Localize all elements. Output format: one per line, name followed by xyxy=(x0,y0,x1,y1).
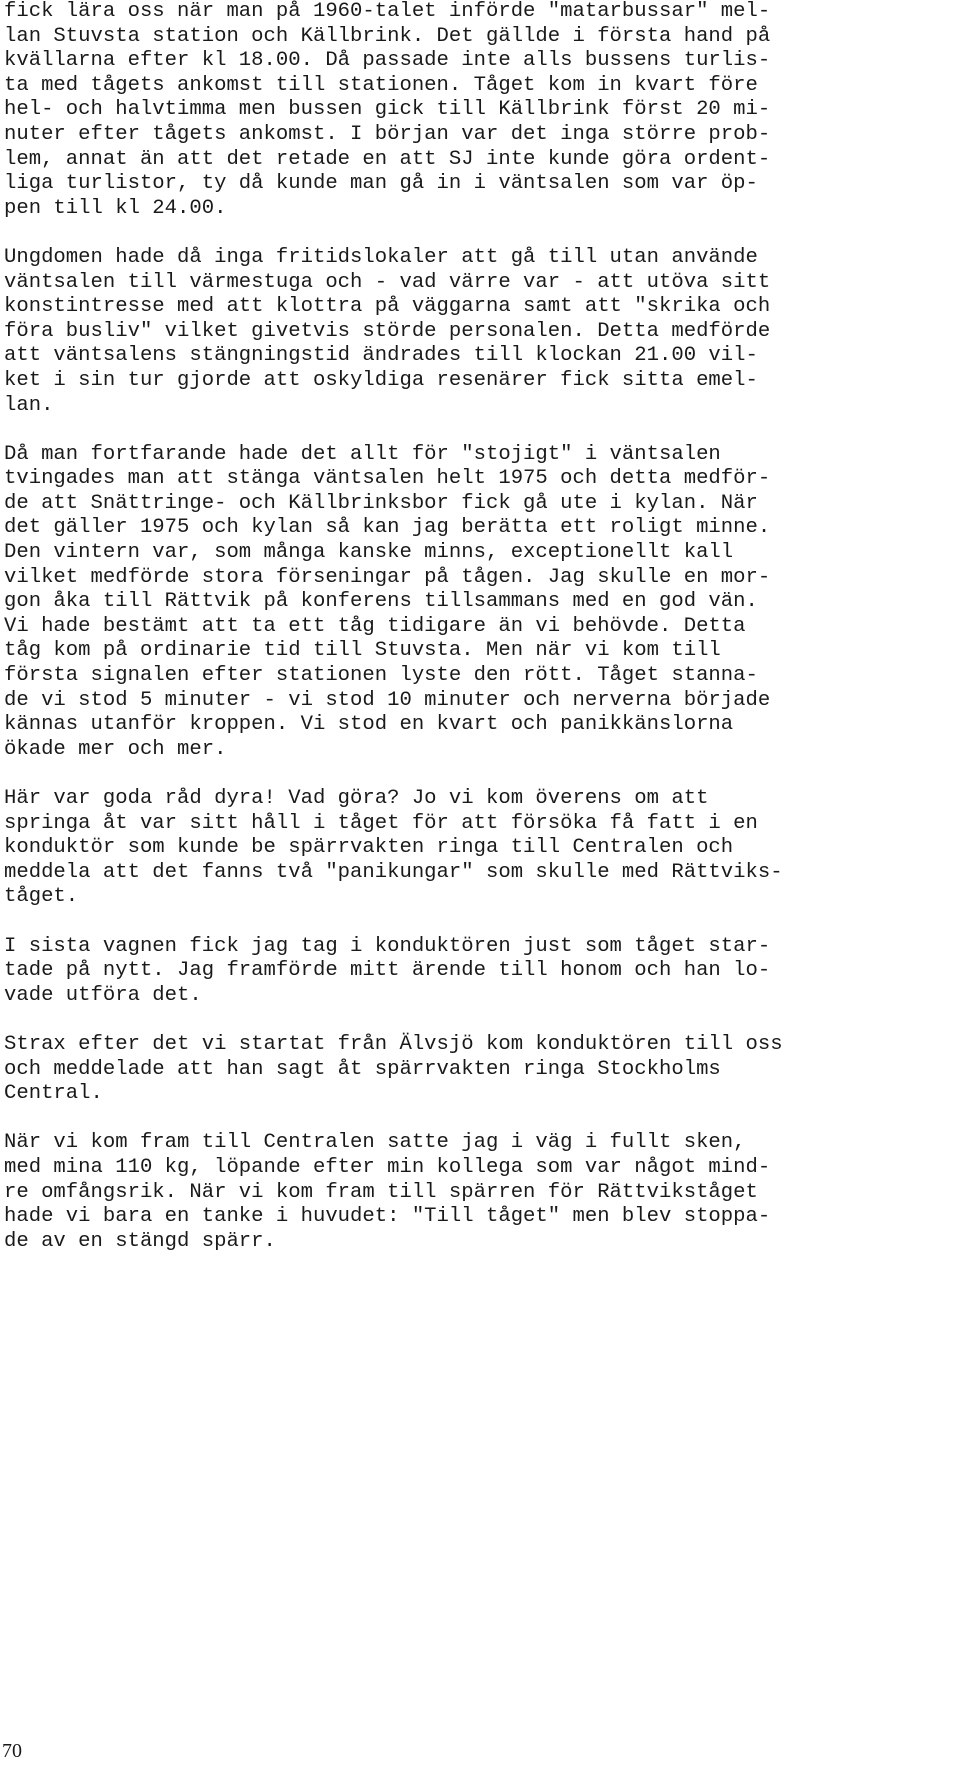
text-line: att väntsalens stängningstid ändrades till klockan 21.00 vil- xyxy=(4,344,758,368)
paragraph xyxy=(4,0,960,221)
text-line: gon åka till Rättvik på konferens tillsammans med en god vän. xyxy=(4,590,758,614)
text-line: föra busliv" vilket givetvis störde personalen. Detta medförde xyxy=(4,319,771,343)
text-line: första signalen efter stationen lyste den rött. Tåget stanna- xyxy=(4,664,758,688)
text-line: lan Stuvsta station och Källbrink. Det gällde i första hand på xyxy=(4,24,771,48)
text-line: fick lära oss när man på 1960-talet införde "matarbussar" mel- xyxy=(4,0,771,23)
paragraph-gap xyxy=(4,1107,960,1132)
paragraph-gap xyxy=(4,910,960,935)
text-line: liga turlistor, ty då kunde man gå in i väntsalen som var öp- xyxy=(4,172,758,196)
text-line: Strax efter det vi startat från Älvsjö kom konduktören till oss xyxy=(4,1032,783,1056)
text-line: tåg kom på ordinarie tid till Stuvsta. Men när vi kom till xyxy=(4,639,721,663)
paragraph-gap xyxy=(4,762,960,787)
text-line: ket i sin tur gjorde att oskyldiga resenärer fick sitta emel- xyxy=(4,368,758,392)
text-line: nuter efter tågets ankomst. I början var det inga större prob- xyxy=(4,122,771,146)
text-line: tade på nytt. Jag framförde mitt ärende till honom och han lo- xyxy=(4,959,771,983)
text-line: vilket medförde stora förseningar på tågen. Jag skulle en mor- xyxy=(4,565,771,589)
page-number: 70 xyxy=(2,1740,22,1762)
paragraph xyxy=(4,935,960,1009)
paragraph-gap xyxy=(4,1008,960,1033)
text-line: Då man fortfarande hade det allt för "stojigt" i väntsalen xyxy=(4,442,721,466)
text-line: tåget. xyxy=(4,885,79,909)
text-line: med mina 110 kg, löpande efter min kollega som var något mind- xyxy=(4,1155,771,1179)
text-line: re omfångsrik. När vi kom fram till spärren för Rättvikståget xyxy=(4,1180,758,1204)
paragraph-gap xyxy=(4,418,960,443)
text-line: vade utföra det. xyxy=(4,983,202,1007)
text-line: lan. xyxy=(4,393,54,417)
text-line: ökade mer och mer. xyxy=(4,737,227,761)
text-line: Den vintern var, som många kanske minns, exceptionellt kall xyxy=(4,541,734,565)
text-line: det gäller 1975 och kylan så kan jag berätta ett roligt minne. xyxy=(4,516,771,540)
paragraph-gap xyxy=(4,221,960,246)
text-line: väntsalen till värmestuga och - vad värre var - att utöva sitt xyxy=(4,270,771,294)
text-line: konstintresse med att klottra på väggarna samt att "skrika och xyxy=(4,295,771,319)
text-line: Central. xyxy=(4,1082,103,1106)
paragraph xyxy=(4,1033,960,1107)
text-line: kvällarna efter kl 18.00. Då passade inte alls bussens turlis- xyxy=(4,49,771,73)
text-line: lem, annat än att det retade en att SJ inte kunde göra ordent- xyxy=(4,147,771,171)
paragraph xyxy=(4,246,960,418)
paragraph xyxy=(4,1131,960,1254)
text-line: konduktör som kunde be spärrvakten ringa till Centralen och xyxy=(4,836,734,860)
text-line: springa åt var sitt håll i tåget för att försöka få fatt i en xyxy=(4,811,758,835)
text-line: Vi hade bestämt att ta ett tåg tidigare än vi behövde. Detta xyxy=(4,614,746,638)
paragraph xyxy=(4,787,960,910)
text-line: tvingades man att stänga väntsalen helt 1975 och detta medför- xyxy=(4,467,771,491)
text-line: I sista vagnen fick jag tag i konduktören just som tåget star- xyxy=(4,934,771,958)
text-line: pen till kl 24.00. xyxy=(4,196,227,220)
text-line: de av en stängd spärr. xyxy=(4,1229,276,1253)
text-line: kännas utanför kroppen. Vi stod en kvart och panikkänslorna xyxy=(4,713,734,737)
text-line: Ungdomen hade då inga fritidslokaler att gå till utan använde xyxy=(4,245,758,269)
text-line: de att Snättringe- och Källbrinksbor fick gå ute i kylan. När xyxy=(4,491,758,515)
text-line: de vi stod 5 minuter - vi stod 10 minuter och nerverna började xyxy=(4,688,771,712)
text-line: meddela att det fanns två "panikungar" som skulle med Rättviks- xyxy=(4,860,783,884)
text-line: När vi kom fram till Centralen satte jag i väg i fullt sken, xyxy=(4,1131,746,1155)
text-line: Här var goda råd dyra! Vad göra? Jo vi kom överens om att xyxy=(4,787,709,810)
text-line: ta med tågets ankomst till stationen. Tåget kom in kvart före xyxy=(4,73,758,97)
text-line: hade vi bara en tanke i huvudet: "Till tåget" men blev stoppa- xyxy=(4,1205,771,1229)
text-line: hel- och halvtimma men bussen gick till Källbrink först 20 mi- xyxy=(4,98,771,122)
paragraph xyxy=(4,443,960,763)
text-line: och meddelade att han sagt åt spärrvakten ringa Stockholms xyxy=(4,1057,721,1081)
document-body xyxy=(4,0,960,1254)
